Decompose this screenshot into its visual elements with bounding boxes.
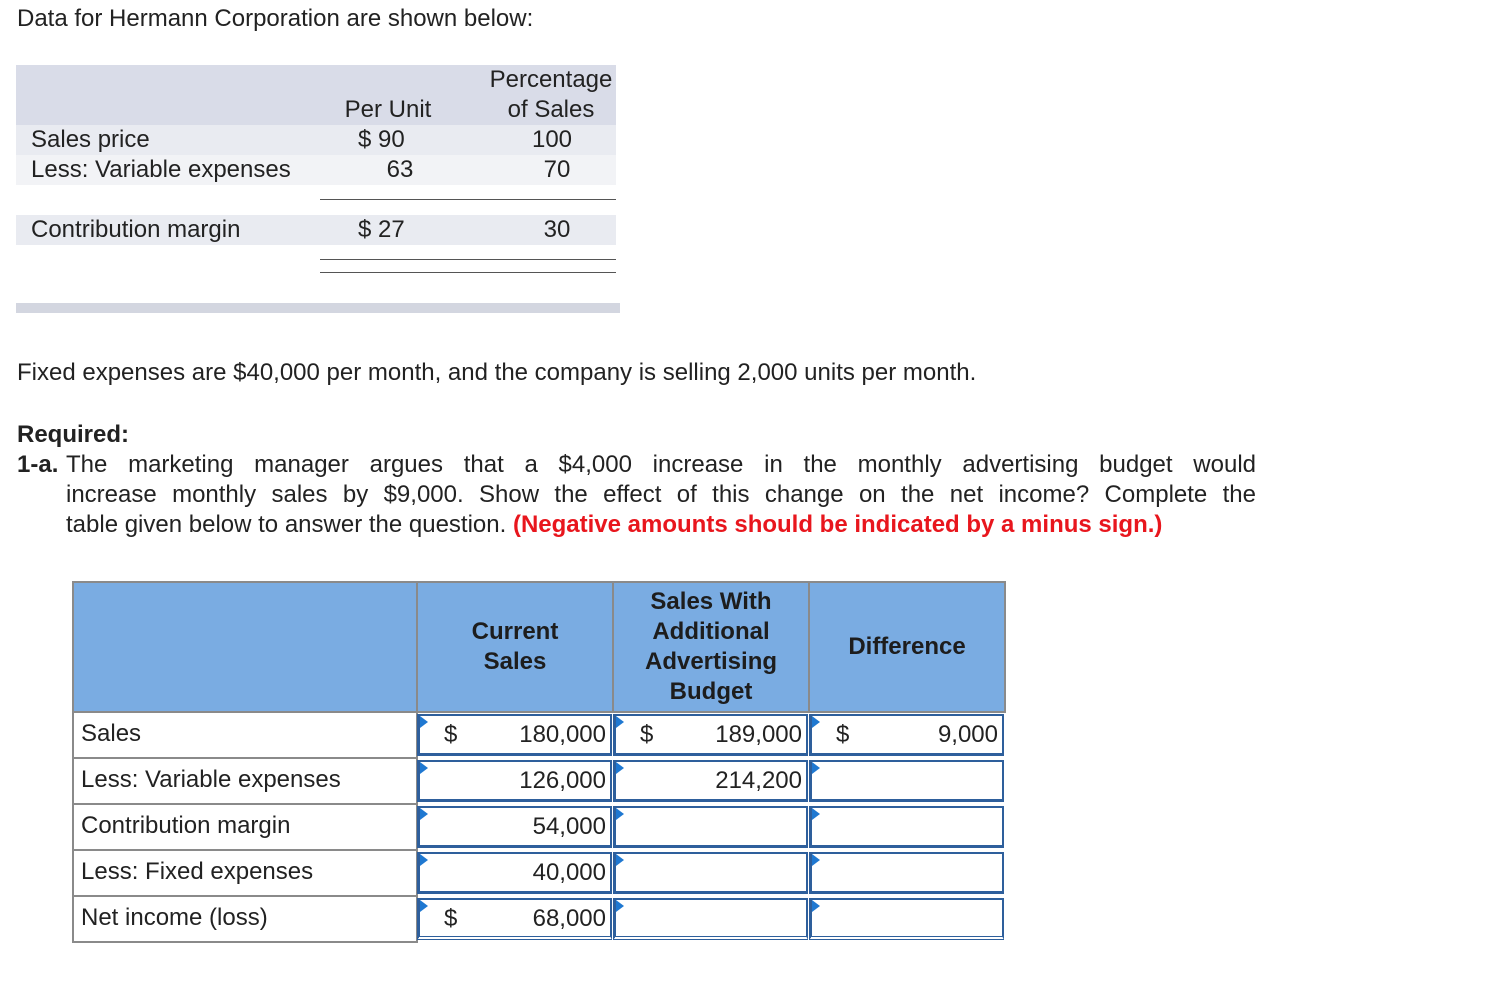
percentage-header-line2: of Sales [507, 96, 595, 123]
current-sales-input[interactable] [417, 714, 612, 756]
flag-icon [616, 808, 624, 820]
with-advertising-variable-expenses-input[interactable] [613, 760, 808, 802]
current-fixed-expenses-input[interactable] [417, 852, 612, 894]
double-underline [320, 259, 616, 260]
header-current-sales [416, 581, 614, 713]
percentage-header-line1: Percentage [489, 66, 613, 93]
underline [320, 199, 616, 200]
with-advertising-fixed-expenses-input[interactable] [613, 852, 808, 894]
header-difference [808, 581, 1006, 713]
row-label-contribution-margin: Contribution margin [72, 805, 418, 851]
row-label-variable-expenses: Less: Variable expenses [72, 759, 418, 805]
current-variable-expenses-input[interactable] [417, 760, 612, 802]
difference-net-income-input[interactable] [809, 898, 1004, 940]
row-label-sales: Sales [72, 713, 418, 759]
difference-sales-input[interactable] [809, 714, 1004, 756]
input-value: 68,000 [532, 905, 606, 932]
flag-icon [616, 854, 624, 866]
input-value: 54,000 [532, 813, 606, 840]
fixed-expenses-text: Fixed expenses are $40,000 per month, and the company is selling 2,000 units per month. [17, 359, 977, 386]
header-text: Current [471, 618, 559, 645]
flag-icon [420, 900, 428, 912]
question-line [66, 510, 1162, 540]
answer-table [72, 581, 1006, 943]
row-label: Less: Variable expenses [31, 156, 291, 183]
pct-value: 70 [543, 156, 571, 183]
difference-variable-expenses-input[interactable] [809, 760, 1004, 802]
dollar-sign: $ [836, 721, 850, 748]
double-underline [320, 272, 616, 273]
with-advertising-net-income-input[interactable] [613, 898, 808, 940]
flag-icon [616, 762, 624, 774]
flag-icon [812, 808, 820, 820]
per-unit-value: $ 90 [358, 126, 405, 153]
flag-icon [812, 716, 820, 728]
header-text: Sales [483, 648, 547, 675]
flag-icon [420, 762, 428, 774]
flag-icon [812, 762, 820, 774]
dollar-sign: $ [444, 721, 458, 748]
row-label-net-income: Net income (loss) [72, 897, 418, 943]
current-net-income-input[interactable] [417, 898, 612, 940]
flag-icon [812, 900, 820, 912]
flag-icon [420, 716, 428, 728]
flag-icon [616, 900, 624, 912]
question-text: table given below to answer the question. [66, 511, 507, 538]
dollar-sign: $ [444, 905, 458, 932]
per-unit-value: 63 [386, 156, 414, 183]
input-value: 189,000 [715, 721, 802, 748]
per-unit-header: Per Unit [344, 96, 432, 123]
question-line: increase monthly sales by $9,000. Show the effect of this change on the net income? Complete the [66, 481, 1256, 508]
scrollbar[interactable] [16, 303, 620, 313]
header-text: Additional [652, 618, 770, 645]
per-unit-value: $ 27 [358, 216, 405, 243]
header-text: Difference [848, 633, 966, 660]
header-text: Sales With [650, 588, 772, 615]
flag-icon [616, 716, 624, 728]
row-label: Contribution margin [31, 216, 241, 243]
input-value: 40,000 [532, 859, 606, 886]
input-value: 180,000 [519, 721, 606, 748]
row-label: Sales price [31, 126, 150, 153]
flag-icon [420, 808, 428, 820]
current-contribution-margin-input[interactable] [417, 806, 612, 848]
intro-text: Data for Hermann Corporation are shown below: [17, 5, 534, 32]
header-blank [72, 581, 418, 713]
difference-contribution-margin-input[interactable] [809, 806, 1004, 848]
header-sales-with-advertising [612, 581, 810, 713]
difference-fixed-expenses-input[interactable] [809, 852, 1004, 894]
question-number: 1-a. [17, 451, 59, 478]
required-heading: Required: [17, 421, 130, 448]
input-value: 126,000 [519, 767, 606, 794]
input-value: 214,200 [715, 767, 802, 794]
with-advertising-contribution-margin-input[interactable] [613, 806, 808, 848]
row-label-fixed-expenses: Less: Fixed expenses [72, 851, 418, 897]
question-line: The marketing manager argues that a $4,000 increase in the monthly advertising budget would [66, 451, 1256, 478]
header-text: Budget [669, 678, 753, 705]
pct-value: 100 [531, 126, 573, 153]
negative-amount-note: (Negative amounts should be indicated by a minus sign.) [512, 511, 1163, 538]
header-text: Advertising [644, 648, 778, 675]
with-advertising-sales-input[interactable] [613, 714, 808, 756]
dollar-sign: $ [640, 721, 654, 748]
input-value: 9,000 [937, 721, 998, 748]
pct-value: 30 [543, 216, 571, 243]
flag-icon [812, 854, 820, 866]
flag-icon [420, 854, 428, 866]
